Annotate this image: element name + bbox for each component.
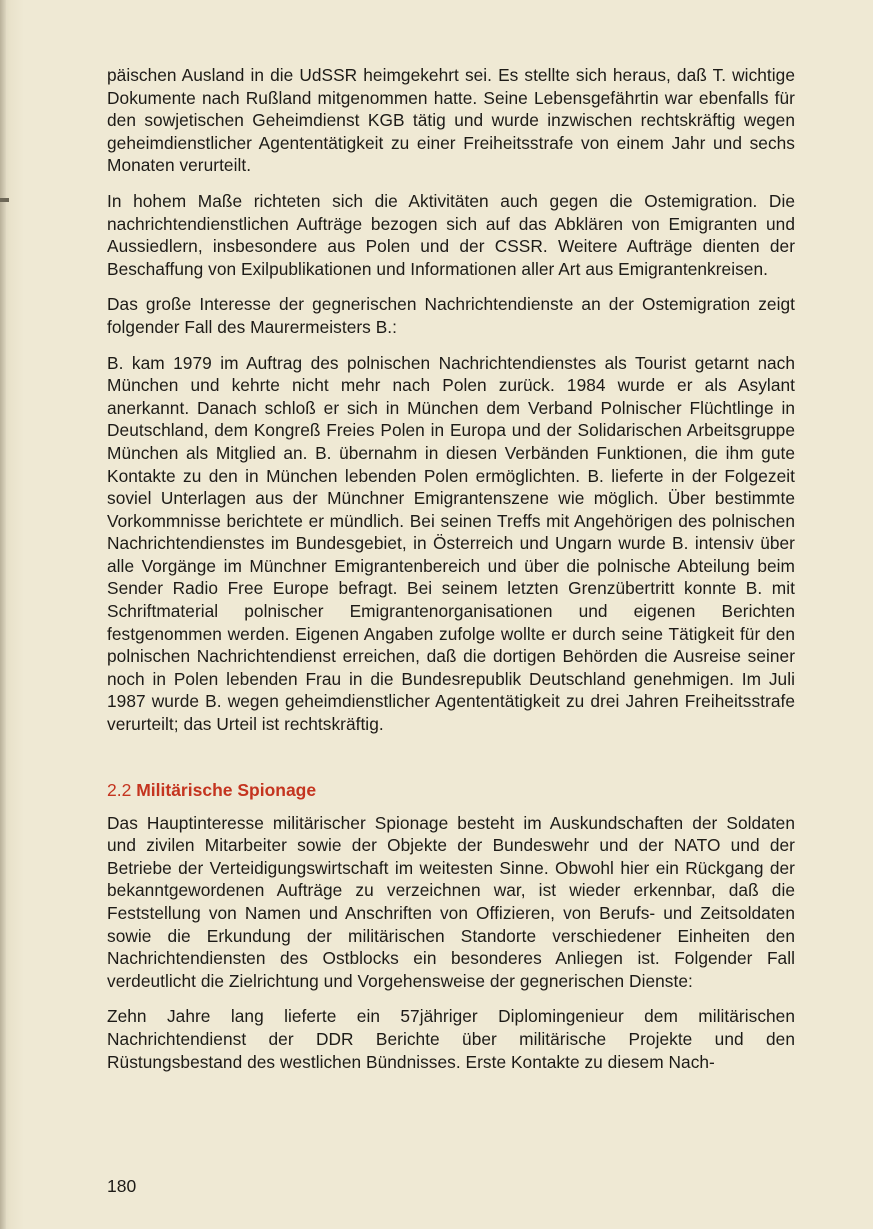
binding-mark [0, 198, 9, 202]
paragraph-4: B. kam 1979 im Auftrag des polnischen Nachrichtendienstes als Tourist getarnt nach München und kehrte nicht mehr nach Polen zurück. 1984 wurde er als Asylant anerkannt. Danach schloß er sich in München dem Verband Polnischer Flüchtlinge in Deutschland, dem Kongreß Freies Polen in Europa und der Solidarischen Arbeitsgruppe München als Mitglied an. B. übernahm in diesen Verbänden Funktionen, die ihm gute Kontakte zu den in München lebenden Polen ermöglichten. B. lieferte in der Folgezeit soviel Unterlagen aus der Münchner Emigrantenszene wie möglich. Über bestimmte Vorkommnisse berichtete er mündlich. Bei seinen Treffs mit Angehörigen des polnischen Nachrichtendienstes im Bundesgebiet, in Österreich und Ungarn wurde B. intensiv über alle Vorgänge im Münchner Emigrantenbereich und über die polnische Abteilung beim Sender Radio Free Europe befragt. Bei seinem letzten Grenzübertritt konnte B. mit Schriftmaterial polnischer Emigrantenorganisationen und eigenen Berichten festgenommen werden. Eigenen Angaben zufolge wollte er durch seine Tätigkeit für den polnischen Nachrichtendienst erreichen, daß die dortigen Behörden die Ausreise seiner noch in Polen lebenden Frau in die Bundesrepublik Deutschland genehmigen. Im Juli 1987 wurde B. wegen geheimdienstlicher Agententätigkeit zu drei Jahren Freiheitsstrafe verurteilt; das Urteil ist rechtskräftig. [107, 352, 795, 735]
section-title: Militärische Spionage [136, 779, 317, 800]
paragraph-2: In hohem Maße richteten sich die Aktivitäten auch gegen die Ostemigration. Die nachrichtendienstlichen Aufträge bezogen sich auf das Abklären von Emigranten und Aussiedlern, insbesondere aus Polen und der CSSR. Weitere Aufträge dienten der Beschaffung von Exilpublikationen und Informationen aller Art aus Emigrantenkreisen. [107, 190, 795, 279]
section-heading [107, 779, 795, 801]
paragraph-3: Das große Interesse der gegnerischen Nachrichtendienste an der Ostemigration zeigt folgender Fall des Maurermeisters B.: [107, 294, 795, 337]
paragraph-5: Das Hauptinteresse militärischer Spionage besteht im Auskundschaften der Soldaten und zivilen Mitarbeiter sowie der Objekte der Bundeswehr und der NATO und der Betriebe der Verteidigungswirtschaft im weitesten Sinne. Obwohl hier ein Rückgang der bekanntgewordenen Aufträge zu verzeichnen war, ist wieder erkennbar, daß die Feststellung von Namen und Anschriften von Offizieren, von Berufs- und Zeitsoldaten sowie die Erkundung der militärischen Standorte verschiedener Einheiten den Nachrichtendiensten des Ostblocks ein besonderes Anliegen ist. Folgender Fall verdeutlicht die Zielrichtung und Vorgehensweise der gegnerischen Dienste: [107, 812, 795, 991]
paragraph-1: päischen Ausland in die UdSSR heimgekehrt sei. Es stellte sich heraus, daß T. wichtige Dokumente nach Rußland mitgenommen hatte. Seine Lebensgefährtin war ebenfalls für den sowjetischen Geheimdienst KGB tätig und wurde inzwischen rechtskräftig wegen geheimdienstlicher Agententätigkeit zu einer Freiheitsstrafe von einem Jahr und sechs Monaten verurteilt. [107, 65, 795, 176]
page-number: 180 [107, 1176, 137, 1196]
section-number: 2.2 [107, 779, 132, 800]
paragraph-6: Zehn Jahre lang lieferte ein 57jähriger Diplomingenieur dem militärischen Nachrichtendienst der DDR Berichte über militärische Projekte und den Rüstungsbestand des westlichen Bündnisses. Erste Kontakte zu diesem Nach- [107, 1006, 795, 1072]
page-binding-edge [0, 0, 6, 1229]
page-content [107, 64, 795, 1086]
